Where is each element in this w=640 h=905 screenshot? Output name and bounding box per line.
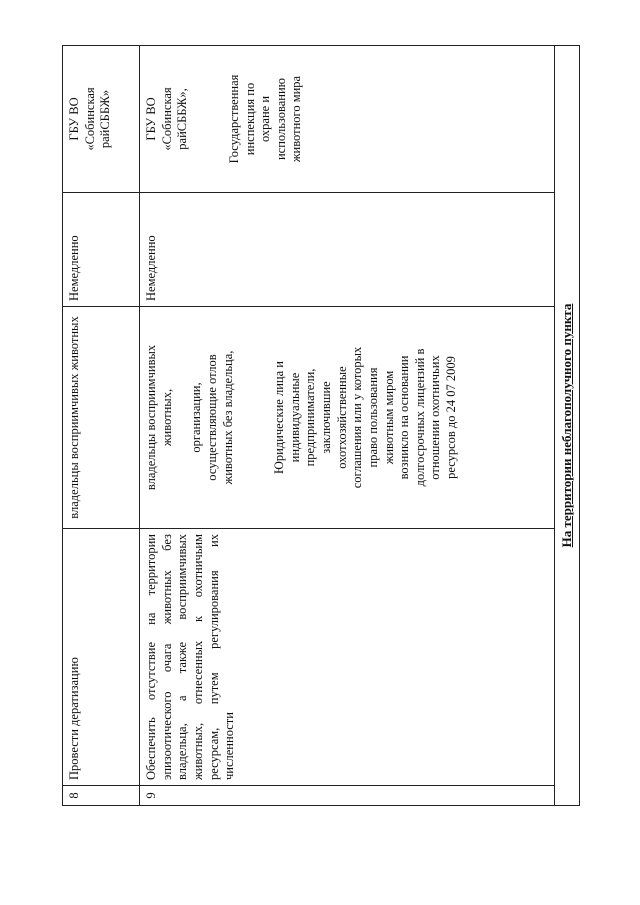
party-line: предприниматели, — [303, 368, 318, 467]
table-row-9 — [140, 46, 555, 806]
measures-table — [62, 45, 580, 806]
party-line: отношении охотничьих — [428, 355, 443, 480]
section-title-text: На территории неблагополучного пункта — [559, 303, 574, 548]
responsible-parties-cell: владельцы восприимчивых животных — [63, 307, 140, 529]
party-line: соглашения или у которых — [350, 346, 365, 489]
section-row — [555, 46, 580, 806]
executor-line: «Собинская — [82, 87, 97, 151]
executor-line: инспекция по — [242, 82, 257, 156]
executor-line: райСББЖ», — [175, 88, 190, 150]
row-number-cell: 8 — [63, 786, 140, 806]
executor-line: Государственная — [226, 74, 241, 164]
party-line: осуществляющие отлов — [204, 354, 219, 481]
party-line: животных, — [159, 388, 174, 447]
action-cell: Обеспечить отсутствие на территории эпизоотического очага животных без владельца, а также восприимчивых животных, отнесенных к охотничьим ресурсам, путем регулирования их численности — [140, 529, 555, 786]
table-row-8 — [63, 46, 140, 806]
rotated-table-page — [62, 46, 577, 806]
executor-line: ГБУ ВО — [67, 97, 81, 141]
party-line: ресурсов до 24 07 2009 — [444, 356, 458, 479]
party-line: индивидуальные — [287, 372, 302, 463]
party-line: право пользования — [365, 367, 380, 468]
party-line: охотхозяйственные — [334, 366, 349, 469]
term-cell: Немедленно — [140, 193, 555, 307]
executor-line: животного мира — [289, 75, 304, 163]
executor-line: ГБУ ВО — [144, 97, 158, 141]
party-line: возникло на основании — [397, 355, 412, 480]
action-cell: Провести дератизацию — [63, 529, 140, 786]
party-line: долгосрочных лицензий в — [412, 348, 427, 487]
party-line: животных без владельца, — [220, 350, 235, 485]
executor-line: райСББЖ» — [98, 89, 113, 149]
party-line: организации, — [189, 382, 204, 453]
executor-line: использованию — [273, 77, 288, 161]
executor-line: «Собинская — [159, 87, 174, 151]
executor-cell — [140, 46, 555, 193]
party-line: владельцы восприимчивых — [144, 344, 158, 491]
section-title — [555, 46, 580, 806]
party-line: заключившие — [319, 381, 333, 454]
responsible-parties-cell — [140, 307, 555, 529]
party-line: животным миром — [381, 370, 396, 465]
executor-line: охране и — [258, 95, 273, 143]
party-line: Юридические лица и — [272, 361, 287, 474]
row-number-cell: 9 — [140, 786, 555, 806]
executor-cell — [63, 46, 140, 193]
term-cell: Немедленно — [63, 193, 140, 307]
